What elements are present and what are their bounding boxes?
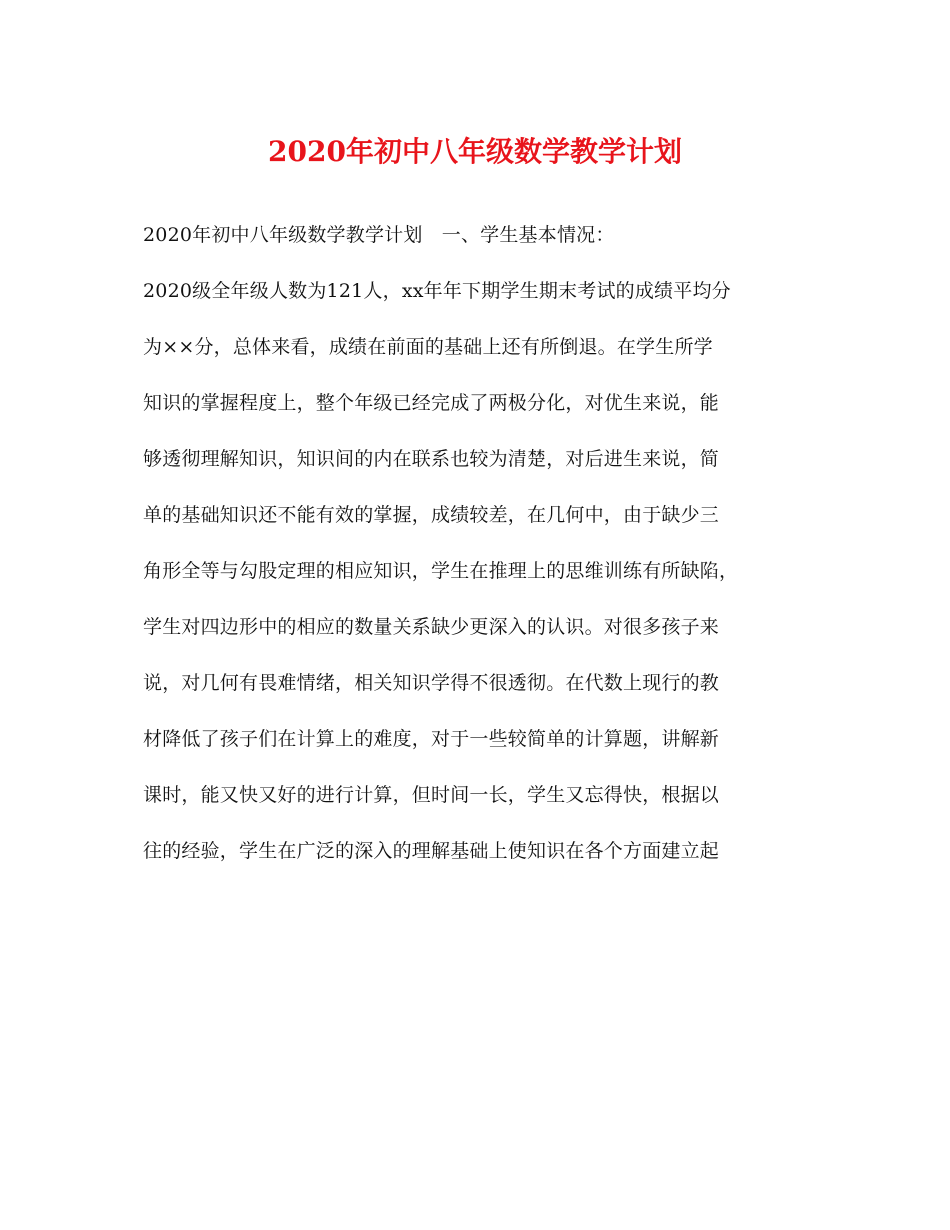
body-line: 知识的掌握程度上，整个年级已经完成了两极分化，对优生来说，能	[143, 392, 720, 414]
body-line: 课时，能又快又好的进行计算，但时间一长，学生又忘得快，根据以	[143, 784, 720, 806]
document-body	[143, 215, 813, 887]
body-line: 够透彻理解知识，知识间的内在联系也较为清楚，对后进生来说，简	[143, 448, 720, 470]
body-line: 材降低了孩子们在计算上的难度，对于一些较简单的计算题，讲解新	[143, 728, 720, 750]
body-line: 2020级全年级人数为121人，xx年年下期学生期末考试的成绩平均分	[143, 280, 731, 302]
body-line: 单的基础知识还不能有效的掌握，成绩较差，在几何中，由于缺少三	[143, 504, 720, 526]
body-line: 学生对四边形中的相应的数量关系缺少更深入的认识。对很多孩子来	[143, 616, 720, 638]
body-line: 往的经验，学生在广泛的深入的理解基础上使知识在各个方面建立起	[143, 840, 720, 862]
body-line: 角形全等与勾股定理的相应知识，学生在推理上的思维训练有所缺陷，	[143, 560, 739, 582]
body-line: 为××分，总体来看，成绩在前面的基础上还有所倒退。在学生所学	[143, 336, 713, 358]
body-line: 说，对几何有畏难情绪，相关知识学得不很透彻。在代数上现行的教	[143, 672, 720, 694]
body-line: 2020年初中八年级数学教学计划 一、学生基本情况：	[143, 224, 615, 246]
document-title: 2020年初中八年级数学教学计划	[268, 135, 682, 168]
